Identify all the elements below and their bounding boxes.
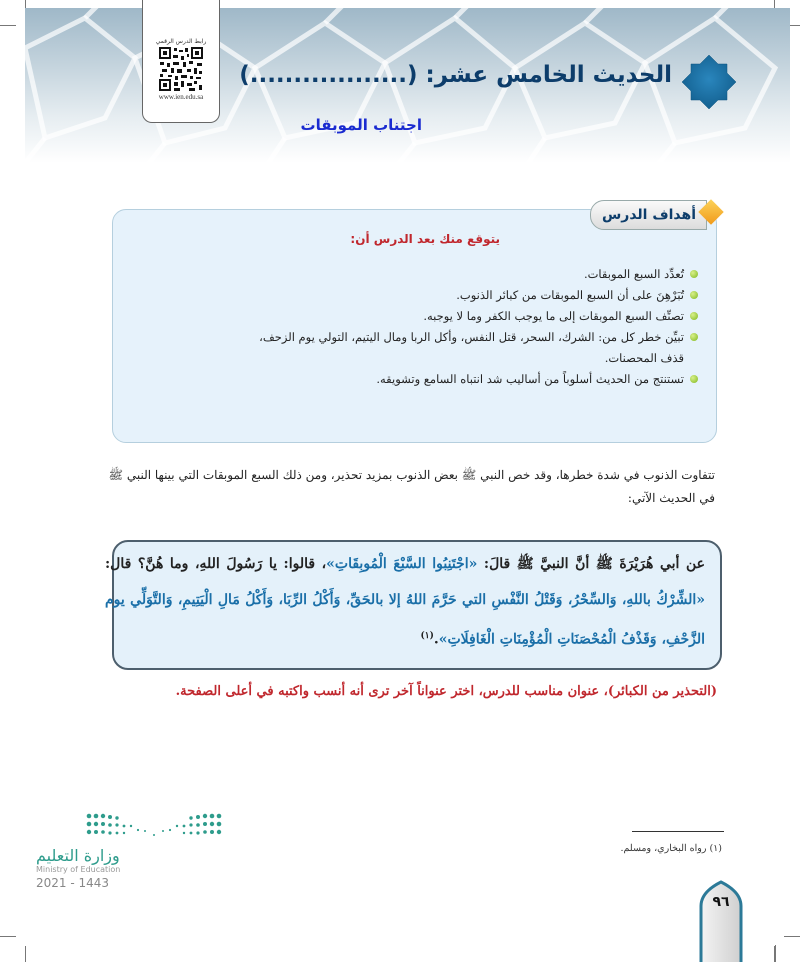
bullet-icon — [690, 291, 698, 299]
objectives-tab — [590, 200, 707, 230]
bullet-icon — [690, 270, 698, 278]
objectives-intro: يتوقع منك بعد الدرس أن: — [350, 232, 500, 246]
objective-item: تُبَرْهِنَ على أن السبع الموبقات من كبائر الذنوب. — [238, 285, 698, 306]
objective-item: تُعدِّد السبع الموبقات. — [238, 264, 698, 285]
hadith-narration: ، قالوا: يا رَسُولَ اللهِ، وما هُنَّ؟ قال: — [105, 556, 327, 572]
ministry-name-arabic: وزارة التعليم — [36, 846, 120, 865]
academic-year: 2021 - 1443 — [36, 876, 110, 890]
footnote: (١) رواه البخاري، ومسلم. — [620, 843, 722, 854]
page-title: الحديث الخامس عشر: (..................) — [239, 62, 672, 88]
qr-url[interactable]: www.ien.edu.sa — [158, 93, 204, 101]
objectives-list — [238, 264, 698, 390]
crop-mark — [775, 945, 776, 962]
page-number: ٩٦ — [712, 894, 730, 910]
ministry-logo — [36, 812, 224, 890]
qr-code-icon[interactable] — [159, 47, 203, 91]
objective-item: تصنِّف السبع الموبقات إلى ما يوجب الكفر وما لا يوجبه. — [238, 306, 698, 327]
page-number-tab — [699, 880, 743, 962]
bullet-icon — [690, 333, 698, 341]
objective-item: تبيِّن خطر كل من: الشرك، السحر، قتل النفس، وأكل الربا ومال اليتيم، التولي يوم الزحف، قذف المحصنات. — [238, 327, 698, 369]
ministry-dots-icon — [84, 812, 224, 838]
bullet-icon — [690, 312, 698, 320]
task-instruction: (التحذير من الكبائر)، عنوان مناسب للدرس، اختر عنواناً آخر ترى أنه أنسب واكتبه في أعلى الصفحة. — [175, 684, 717, 699]
hadith-text: عن أبي هُرَيْرَةَ ﷺ أنَّ النبيَّ ﷺ قالَ: «اجْتَنِبُوا السَّبْعَ الْمُوبِقَاتِ»، قالوا: يا رَسُولَ اللهِ، وما هُنَّ؟ قال: «الشِّرْكُ باللهِ، وَالسِّحْرُ، وَقَتْلُ النَّفْسِ التي حَرَّمَ اللهُ إلا بالحَقِّ، وَأَكْلُ الرِّبَا، وَأَكْلُ مَالِ الْيَتِيمِ، وَالتَّوَلِّي يوم الزَّحْفِ، وَقَذْفُ الْمُحْصَنَاتِ الْمُؤْمِنَاتِ الْغَافِلَاتِ».$^{(١)}$ — [105, 556, 705, 648]
footnote-divider — [632, 831, 724, 832]
crop-mark — [25, 946, 26, 962]
qr-caption: رابط الدرس الرقمي — [155, 38, 207, 45]
lesson-badge-icon — [682, 55, 736, 109]
hadith-narration: عن أبي هُرَيْرَةَ ﷺ أنَّ النبيَّ ﷺ قالَ: — [477, 556, 705, 572]
objective-item: تستنتج من الحديث أسلوباً من أساليب شد انتباه السامع وتشويقه. — [238, 369, 698, 390]
hadith-quote: «اجْتَنِبُوا السَّبْعَ الْمُوبِقَاتِ» — [326, 556, 478, 572]
crop-mark — [0, 25, 16, 26]
intro-paragraph: تتفاوت الذنوب في شدة خطرها، وقد خص النبي ﷺ بعض الذنوب بمزيد تحذير، ومن ذلك السبع الموبقات التي بينها النبي ﷺ في الحديث الآتي: — [108, 468, 715, 505]
bullet-icon — [690, 375, 698, 383]
objectives-tab-label: أهداف الدرس — [601, 207, 696, 223]
digital-lesson-qr-tab[interactable] — [142, 0, 220, 123]
lesson-subtitle: اجتناب الموبقات — [300, 116, 422, 134]
footnote-reference[interactable]: (١) — [420, 631, 434, 641]
hadith-quote: «الشِّرْكُ باللهِ، وَالسِّحْرُ، وَقَتْلُ النَّفْسِ التي حَرَّمَ اللهُ إلا بالحَقِّ، وَأَكْلُ الرِّبَا، وَأَكْلُ مَالِ الْيَتِيمِ، وَالتَّوَلِّي يوم الزَّحْفِ، وَقَذْفُ الْمُحْصَنَاتِ الْمُؤْمِنَاتِ الْغَافِلَاتِ» — [105, 592, 705, 648]
crop-mark — [0, 936, 16, 937]
ministry-name-english: Ministry of Education — [36, 865, 121, 874]
crop-mark — [784, 936, 800, 937]
